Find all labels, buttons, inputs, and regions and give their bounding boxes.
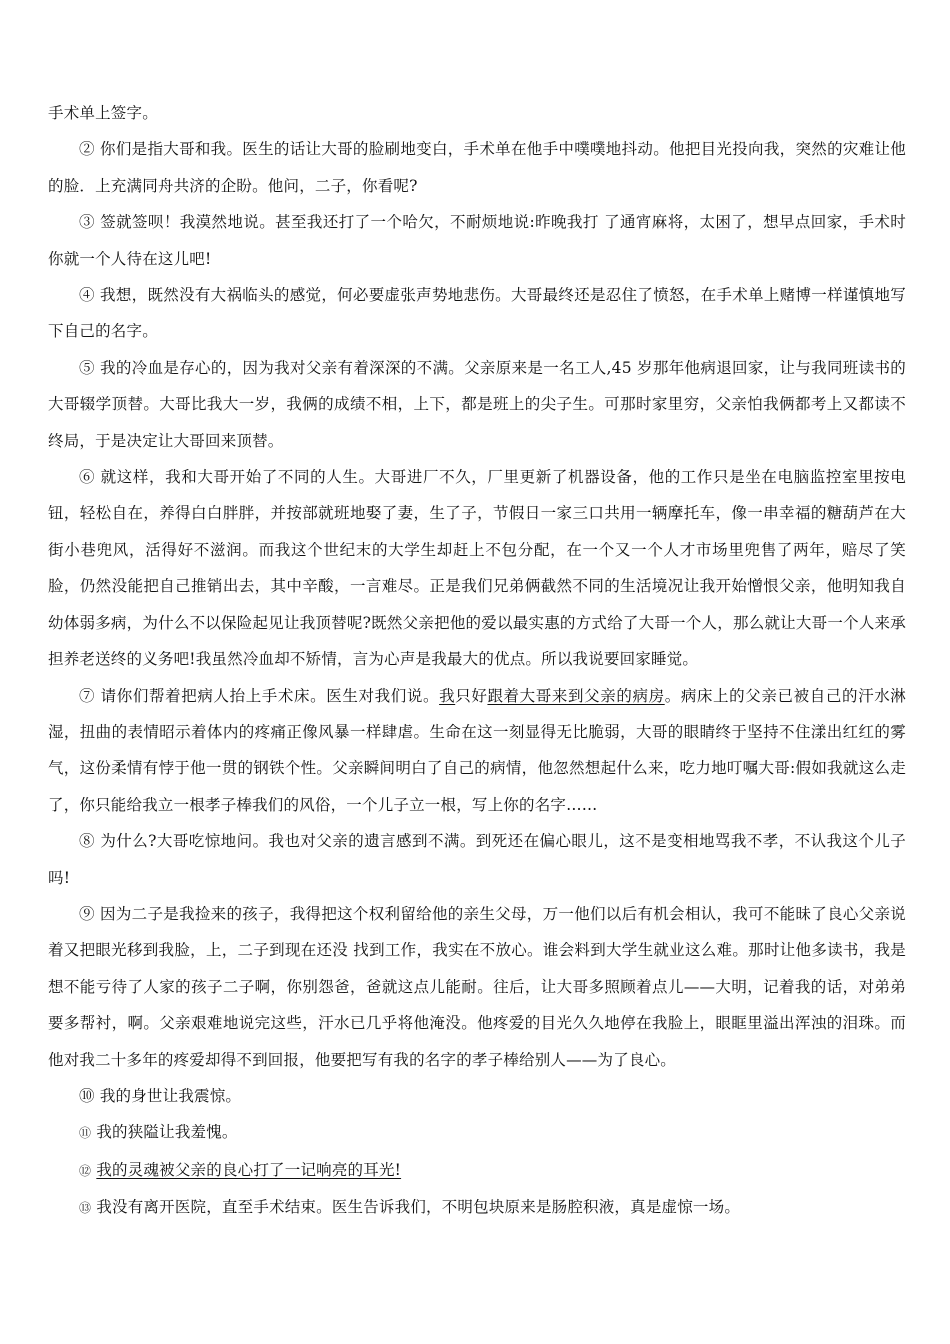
paragraph-number: ③ [79,213,95,232]
paragraph-text: 签就签呗！我漠然地说。甚至我还打了一个哈欠，不耐烦地说:昨晚我打 了通宵麻将，太困了，想早点回家，手术时你就一个人待在这儿吧! [48,213,906,268]
paragraph-text: 我想，既然没有大祸临头的感觉，何必要虚张声势地悲伤。大哥最终还是忍住了愤怒，在手术单上赌博一样谨慎地写下自己的名字。 [48,286,906,341]
paragraph-13 [48,1189,906,1226]
paragraph-9 [48,896,906,1078]
underlined-phrase: 跟着大哥来到父亲的病房 [487,686,665,705]
paragraph-number: ② [79,140,95,159]
paragraph-text: 。病床上的父亲已被自己的汗水淋湿，扭曲的表情昭示着体内的疼痛正像风暴一样肆虐。生命在这一刻显得无比脆弱，大哥的眼睛终于坚持不住漾出红红的雾气，这份柔情有悖于他一贯的钢铁个性。父亲瞬间明白了自己的病情，他忽然想起什么来，吃力地叮嘱大哥:假如我就这么走了，你只能给我立一根孝子棒我们的风俗，一个儿子立一根，写上你的名字…… [48,686,907,814]
document-body [48,95,906,1227]
paragraph-number: ④ [79,286,95,305]
paragraph-text: 我没有离开医院，直至手术结束。医生告诉我们，不明包块原来是肠腔积液，真是虚惊一场。 [91,1198,741,1217]
paragraph-number: ⑬ [79,1201,92,1216]
paragraph-text: 我的身世让我震惊。 [94,1086,242,1105]
paragraph-11 [48,1114,906,1151]
paragraph-text: 我的狭隘让我羞愧。 [91,1123,238,1142]
paragraph-text: 请你们帮着把病人抬上手术床。医生对我们说。 [95,686,440,705]
paragraph-8 [48,823,906,896]
paragraph-number: ⑧ [79,832,95,851]
paragraph-7 [48,678,906,824]
underlined-sentence: 我的灵魂被父亲的良心打了一记响亮的耳光! [96,1160,402,1179]
paragraph-text: 就这样，我和大哥开始了不同的人生。大哥进厂不久，厂里更新了机器设备，他的工作只是坐在电脑监控室里按电钮，轻松自在，养得白白胖胖，并按部就班地娶了妻，生了子，节假日一家三口共用一辆摩托车，像一串幸福的糖葫芦在大街小巷兜风，活得好不滋润。而我这个世纪末的大学生却赶上不包分配，在一个又一个人才市场里兜售了两年，赔尽了笑脸，仍然没能把自己推销出去，其中辛酸，一言难尽。正是我们兄弟俩截然不同的生活境况让我开始憎恨父亲，他明知我自幼体弱多病，为什么不以保险起见让我顶替呢?既然父亲把他的爱以最实惠的方式给了大哥一个人，那么就让大哥一个人来承担养老送终的义务吧!我虽然冷血却不矫情，言为心声是我最大的优点。所以我说要回家睡觉。 [48,468,906,669]
paragraph-5 [48,350,906,459]
paragraph-4 [48,277,906,350]
paragraph-6 [48,459,906,677]
paragraph-2 [48,131,906,204]
paragraph-number: ⑦ [79,686,96,705]
paragraph-text: 为什么?大哥吃惊地问。我也对父亲的遗言感到不满。到死还在偏心眼儿，这不是变相地骂我不孝，不认我这个儿子吗! [48,832,906,887]
paragraph-text: 因为二子是我捡来的孩子，我得把这个权利留给他的亲生父母，万一他们以后有机会相认，我可不能昧了良心父亲说着又把眼光移到我脸，上，二子到现在还没 找到工作，我实在不放心。谁会料到大学生就业这么难。那时让他多读书，我是想不能亏待了人家的孩子二子啊，你别怨爸，爸就这点儿能耐。往后，让大哥多照顾着点儿——大明，记着我的话，对弟弟要多帮衬，啊。父亲艰难地说完这些，汗水已几乎将他淹没。他疼爱的目光久久地停在我脸上，眼眶里溢出浑浊的泪珠。而他对我二十多年的疼爱却得不到回报，他要把写有我的名字的孝子棒给别人——为了良心。 [48,904,906,1069]
paragraph-3 [48,204,906,277]
paragraph-number: ⑫ [79,1163,92,1178]
paragraph-number: ⑩ [79,1086,95,1105]
paragraph-text: 我的冷血是存心的，因为我对父亲有着深深的不满。父亲原来是一名工人,45 岁那年他病退回家，让与我同班读书的大哥辍学顶替。大哥比我大一岁，我俩的成绩不相，上下，都是班上的尖子生。可那时家里穷，父亲怕我俩都考上又都读不终局，于是决定让大哥回来顶替。 [48,358,906,450]
paragraph-text: 你们是指大哥和我。医生的话让大哥的脸刷地变白，手术单在他手中噗噗地抖动。他把目光投向我，突然的灾难让他的脸．上充满同舟共济的企盼。他问，二子，你看呢? [48,140,906,195]
paragraph-number: ⑪ [79,1126,92,1141]
paragraph-number: ⑤ [79,358,95,377]
paragraph-number: ⑥ [79,468,96,487]
paragraph-10 [48,1078,906,1114]
paragraph-number: ⑨ [79,904,95,923]
paragraph-12 [48,1152,906,1189]
underlined-phrase: 我 [439,686,456,705]
paragraph-text: 只好 [455,686,488,705]
paragraph-continuation: 手术单上签字。 [48,104,158,122]
